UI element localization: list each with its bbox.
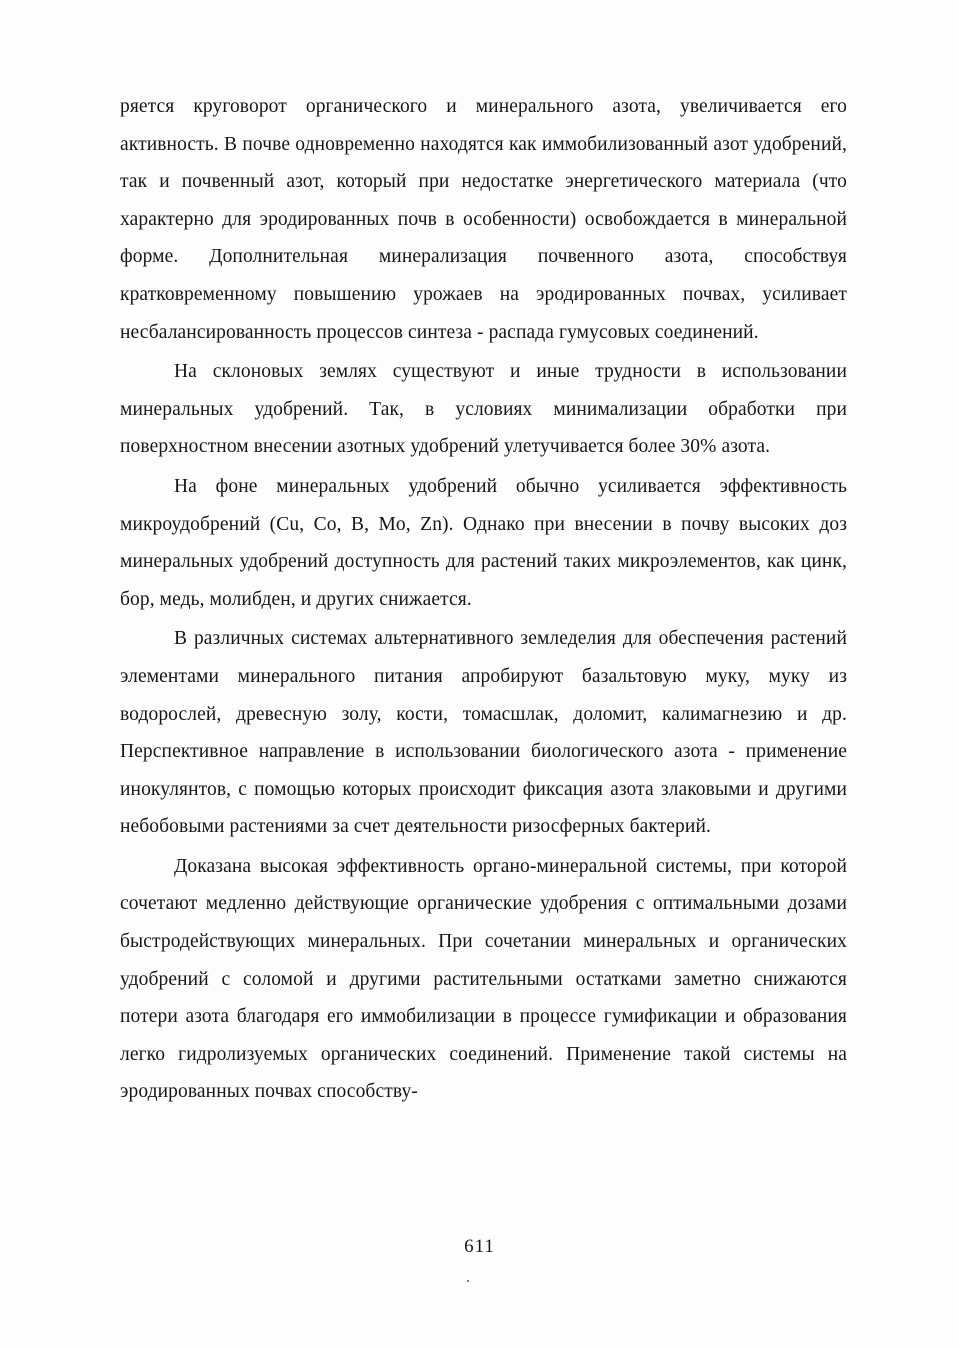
- page-number: 611: [464, 1236, 495, 1257]
- paragraph-4: В различных системах альтернативного земледелия для обеспечения растений элементами минерального питания апробируют базальтовую муку, муку из водорослей, древесную золу, кости, томасшлак, доломит, калимагнезию и др. Перспективное направление в использовании биологического азота - применение инокулянтов, с помощью которых происходит фиксация азота злаковыми и другими небобовыми растениями за счет деятельности ризосферных бактерий.: [120, 628, 847, 838]
- paragraph-1: ряется круговорот органического и минерального азота, увеличивается его активность. В почве одновременно находятся как иммобилизованный азот удобрений, так и почвенный азот, который при недостатке энергетического материала (что характерно для эродированных почв в особенности) освобождается в минеральной форме. Дополнительная минерализация почвенного азота, способствуя кратковременному повышению урожаев на эродированных почвах, усиливает несбалансированность процессов синтеза - распада гумусовых соединений.: [120, 96, 847, 343]
- body-text: [120, 88, 847, 1111]
- paragraph-3: На фоне минеральных удобрений обычно усиливается эффективность микроудобрений (Cu, Co, B, Mo, Zn). Однако при внесении в почву высоких доз минеральных удобрений доступность для растений таких микроэлементов, как цинк, бор, медь, молибден, и других снижается.: [120, 475, 847, 610]
- paragraph-2: На склоновых землях существуют и иные трудности в использовании минеральных удобрений. Так, в условиях минимализации обработки при поверхностном внесении азотных удобрений улетучивается более 30% азота.: [120, 361, 847, 458]
- scan-speck: [467, 1280, 469, 1282]
- paragraph-5: Доказана высокая эффективность органо-минеральной системы, при которой сочетают медленно действующие органические удобрения с оптимальными дозами быстродействующих минеральных. При сочетании минеральных и органических удобрений с соломой и другими растительными остатками заметно снижаются потери азота благодаря его иммобилизации в процессе гумификации и образования легко гидролизуемых органических соединений. Применение такой системы на эродированных почвах способству-: [120, 855, 847, 1103]
